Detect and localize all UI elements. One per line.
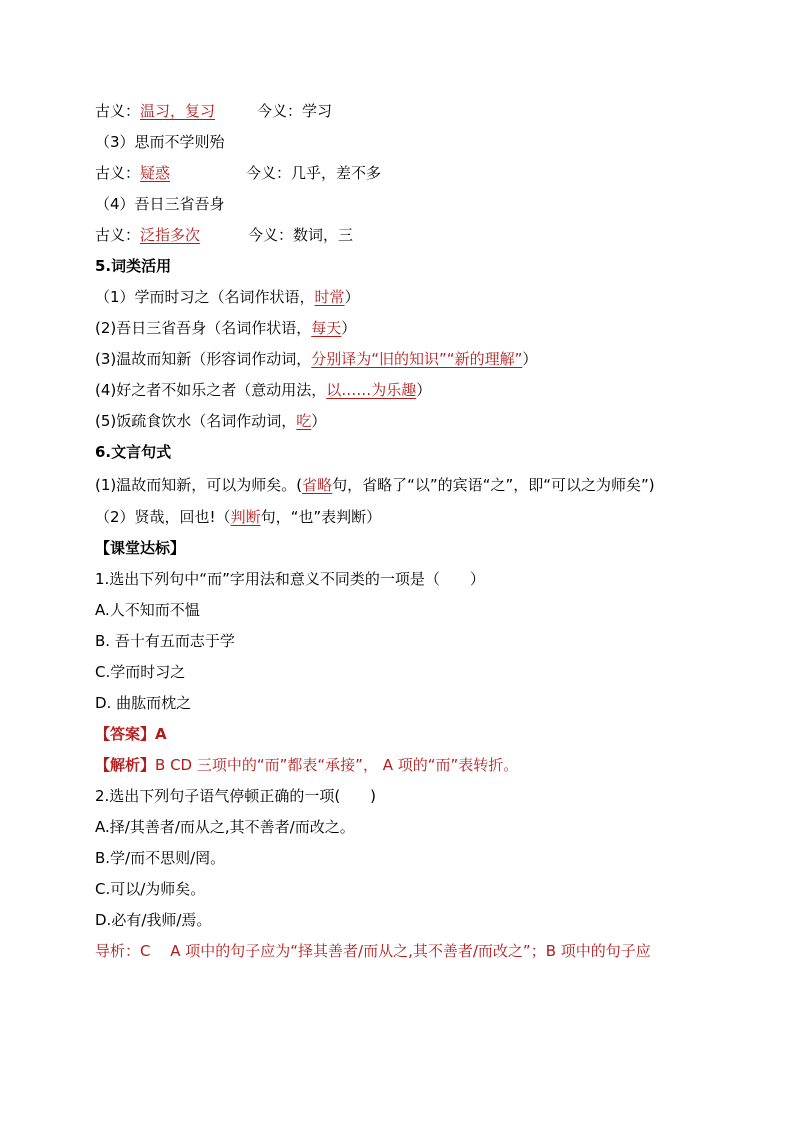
underlined-answer: 吃 (296, 412, 312, 430)
underlined-answer: 省略 (302, 476, 333, 494)
underlined-answer: 每天 (311, 319, 342, 337)
q2-option-c: C.可以/为师矣。 (95, 880, 206, 898)
q1-option-d: D. 曲肱而枕之 (95, 694, 192, 712)
meaning-label: 古义： (95, 102, 141, 120)
q2-option-b: B.学/而不思则/罔。 (95, 849, 226, 867)
ancient-meaning: 疑惑 (140, 164, 171, 182)
ancient-meaning: 温习，复习 (140, 102, 216, 120)
meaning-line-3 (95, 222, 715, 253)
meaning-line-2 (95, 160, 715, 191)
q1-option-a: A.人不知而不愠 (95, 601, 200, 619)
word-class-item-4: (4)好之者不如乐之者（意动用法，以……为乐趣） (95, 381, 432, 399)
modern-meaning: 今义：数词，三 (248, 226, 354, 244)
q2-option-a: A.择/其善者/而从之,其不善者/而改之。 (95, 818, 355, 836)
word-class-item-2: (2)吾日三省吾身（名词作状语，每天） (95, 319, 357, 337)
q2-guide: 导析：C A 项中的句子应为“择其善者/而从之,其不善者/而改之”；B 项中的句子应 (95, 942, 651, 960)
sentence-pattern-item-1: (1)温故而知新，可以为师矣。(省略句，省略了“以”的宾语“之”，即“可以之为师矣”) (95, 476, 655, 494)
section-title-sentence-patterns: 6.文言句式 (95, 443, 172, 461)
underlined-answer: 以……为乐趣 (326, 381, 417, 399)
meaning-line-1 (95, 98, 715, 129)
ancient-meaning: 泛指多次 (140, 226, 201, 244)
modern-meaning: 今义：学习 (257, 102, 333, 120)
section-title-word-class: 5.词类活用 (95, 257, 172, 275)
q2-option-d: D.必有/我师/焉。 (95, 911, 212, 929)
word-class-item-1: （1）学而时习之（名词作状语，时常） (95, 288, 360, 306)
meaning-item-3: （3）思而不学则殆 (95, 133, 225, 151)
meaning-label: 古义： (95, 226, 141, 244)
q1-option-b: B. 吾十有五而志于学 (95, 632, 235, 650)
word-class-item-5: (5)饭疏食饮水（名词作动词，吃） (95, 412, 327, 430)
meaning-item-4: （4）吾日三省吾身 (95, 195, 225, 213)
sentence-pattern-item-2: （2）贤哉，回也!（判断句，“也”表判断） (95, 508, 382, 526)
section-title-classroom: 【课堂达标】 (95, 539, 186, 557)
document-page (95, 98, 715, 969)
underlined-answer: 分别译为“旧的知识”“新的理解” (311, 350, 523, 368)
underlined-answer: 时常 (314, 288, 345, 306)
modern-meaning: 今义：几乎，差不多 (246, 164, 382, 182)
word-class-item-3: (3)温故而知新（形容词作动词，分别译为“旧的知识”“新的理解”） (95, 350, 538, 368)
question-2: 2.选出下列句子语气停顿正确的一项( ) (95, 787, 377, 805)
q1-option-c: C.学而时习之 (95, 663, 186, 681)
underlined-answer: 判断 (230, 508, 261, 526)
q1-answer: 【答案】A (95, 725, 167, 743)
q1-analysis: 【解析】B CD 三项中的“而”都表“承接”， A 项的“而”表转折。 (95, 756, 519, 774)
question-1: 1.选出下列句中“而”字用法和意义不同类的一项是（ ） (95, 570, 485, 588)
meaning-label: 古义： (95, 164, 141, 182)
